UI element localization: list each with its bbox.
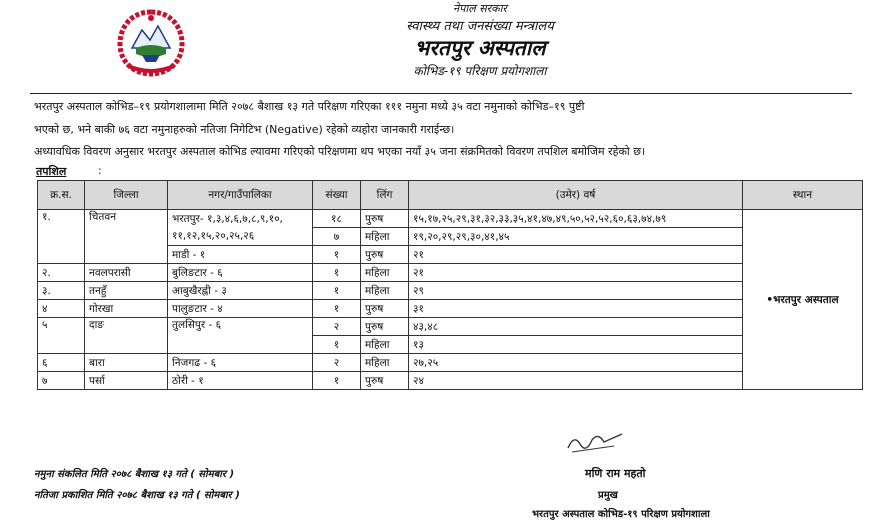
ministry-title: स्वास्थ्य तथा जनसंख्या मन्त्रालय bbox=[406, 19, 554, 34]
col-header-ages: (उमेर) वर्ष bbox=[409, 181, 743, 210]
cell-sex: महिला bbox=[361, 354, 409, 372]
cell-sn: ७ bbox=[38, 372, 85, 390]
lab-title: कोभिड-१९ परिक्षण प्रयोगशाला bbox=[413, 64, 547, 78]
cell-municipality: ठोरी - १ bbox=[168, 372, 313, 390]
cell-ages: १९,२०,२९,२९,३०,४१,४५ bbox=[409, 228, 743, 246]
cell-sn: ५ bbox=[38, 318, 85, 354]
table-header-row bbox=[38, 181, 863, 210]
cell-count: ७ bbox=[313, 228, 361, 246]
table-row bbox=[38, 282, 863, 300]
nepal-emblem-icon bbox=[112, 8, 190, 78]
cell-count: १ bbox=[313, 372, 361, 390]
signature-mark bbox=[564, 428, 626, 454]
table-row bbox=[38, 264, 863, 282]
cell-municipality: भरतपुर- १,३,४,६,७,८,९,१०, bbox=[168, 210, 313, 228]
cell-sex: महिला bbox=[361, 228, 409, 246]
gov-title: नेपाल सरकार bbox=[453, 2, 507, 15]
cell-ages: १५,१७,२५,२९,३१,३२,३३,३५,४१,४७,४९,५०,५२,५२,६०,६३,७४,७९ bbox=[409, 210, 743, 228]
col-header-count: संख्या bbox=[313, 181, 361, 210]
cell-municipality: आबुखैरह्नी - ३ bbox=[168, 282, 313, 300]
cell-municipality: तुलसिपुर - ६ bbox=[168, 318, 313, 354]
cell-sex: पुरुष bbox=[361, 246, 409, 264]
cell-sex: महिला bbox=[361, 264, 409, 282]
cell-sn: ६ bbox=[38, 354, 85, 372]
cell-count: १८ bbox=[313, 210, 361, 228]
header-divider bbox=[30, 93, 852, 94]
col-header-municipality: नगर/गाउँपालिका bbox=[168, 181, 313, 210]
table-row bbox=[38, 210, 863, 228]
signer-office: भरतपुर अस्पताल कोभिड-१९ परिक्षण प्रयोगशाला bbox=[532, 509, 710, 520]
result-date-note: नतिजा प्रकाशित मिति २०७८ बैशाख १३ गते ( सोमबार ) bbox=[34, 490, 240, 501]
cell-sex: पुरुष bbox=[361, 372, 409, 390]
cell-ages: १३ bbox=[409, 336, 743, 354]
cell-district: गोरखा bbox=[85, 300, 168, 318]
cell-count: २ bbox=[313, 318, 361, 336]
col-header-sex: लिंग bbox=[361, 181, 409, 210]
cell-district: नवलपरासी bbox=[85, 264, 168, 282]
cell-district: तनहुँ bbox=[85, 282, 168, 300]
cell-ages: ४३,४८ bbox=[409, 318, 743, 336]
cell-ages: २९ bbox=[409, 282, 743, 300]
cell-sex: महिला bbox=[361, 336, 409, 354]
col-header-district: जिल्ला bbox=[85, 181, 168, 210]
paragraph-1: भरतपुर अस्पताल कोभिड–१९ प्रयोगशालामा मिति २०७८ बैशाख १३ गते परिक्षण गरिएका १११ नमुना मध्ये ३५ वटा नमुनाको कोभिड–१९ पुष्टी bbox=[34, 100, 585, 113]
cell-count: १ bbox=[313, 282, 361, 300]
cell-count: २ bbox=[313, 354, 361, 372]
cell-ages: २१ bbox=[409, 264, 743, 282]
cell-municipality: माडी - १ bbox=[168, 246, 313, 264]
cell-municipality: बुलिङटार - ६ bbox=[168, 264, 313, 282]
cell-district: पर्सा bbox=[85, 372, 168, 390]
table-row bbox=[38, 372, 863, 390]
sample-date-note: नमुना संकलित मिति २०७८ बैशाख १३ गते ( सोमबार ) bbox=[34, 469, 235, 480]
cell-municipality: निजगढ - ६ bbox=[168, 354, 313, 372]
col-header-sn: क्र.स. bbox=[38, 181, 85, 210]
cell-sn: २. bbox=[38, 264, 85, 282]
cell-district: चितवन bbox=[85, 210, 168, 264]
cell-district: बारा bbox=[85, 354, 168, 372]
cell-sn: ४ bbox=[38, 300, 85, 318]
cell-count: १ bbox=[313, 336, 361, 354]
cell-district: दाङ bbox=[85, 318, 168, 354]
cell-ages: २१ bbox=[409, 246, 743, 264]
cell-sex: महिला bbox=[361, 282, 409, 300]
table-row bbox=[38, 318, 863, 336]
hospital-title: भरतपुर अस्पताल bbox=[414, 36, 546, 60]
cell-sex: पुरुष bbox=[361, 300, 409, 318]
table-row bbox=[38, 354, 863, 372]
table-row bbox=[38, 300, 863, 318]
cell-ages: ३१ bbox=[409, 300, 743, 318]
paragraph-2: भएको छ, भने बाकी ७६ वटा नमुनाहरुको नतिजा निगेटिभ (Negative) रहेको व्यहोरा जानकारी गराईन्छ। bbox=[34, 123, 455, 136]
signer-title: प्रमुख bbox=[598, 490, 618, 501]
cell-count: १ bbox=[313, 264, 361, 282]
cell-ages: २४ bbox=[409, 372, 743, 390]
col-header-location: स्थान bbox=[743, 181, 863, 210]
cell-sn: १. bbox=[38, 210, 85, 264]
cell-sex: पुरुष bbox=[361, 210, 409, 228]
cell-location: •भरतपुर अस्पताल bbox=[743, 210, 863, 390]
cell-municipality: पालुङटार - ४ bbox=[168, 300, 313, 318]
cell-municipality: ११,१२,१५,२०,२५,२६ bbox=[168, 228, 313, 246]
table-label: तपशिल bbox=[36, 165, 67, 178]
paragraph-3: अध्यावधिक विवरण अनुसार भरतपुर अस्पताल कोभिड ल्यावमा गरिएको परिक्षणमा थप भएका नयाँ ३५ जना संक्रमितको विवरण तपशिल बमोजिम रहेको छ। bbox=[34, 145, 646, 158]
cell-sex: पुरुष bbox=[361, 318, 409, 336]
table-label-colon: : bbox=[98, 164, 102, 177]
cell-count: १ bbox=[313, 300, 361, 318]
cell-sn: ३. bbox=[38, 282, 85, 300]
signer-name: मणि राम महतो bbox=[585, 467, 646, 480]
cell-ages: २७,२५ bbox=[409, 354, 743, 372]
cases-table bbox=[37, 180, 863, 390]
cell-count: १ bbox=[313, 246, 361, 264]
